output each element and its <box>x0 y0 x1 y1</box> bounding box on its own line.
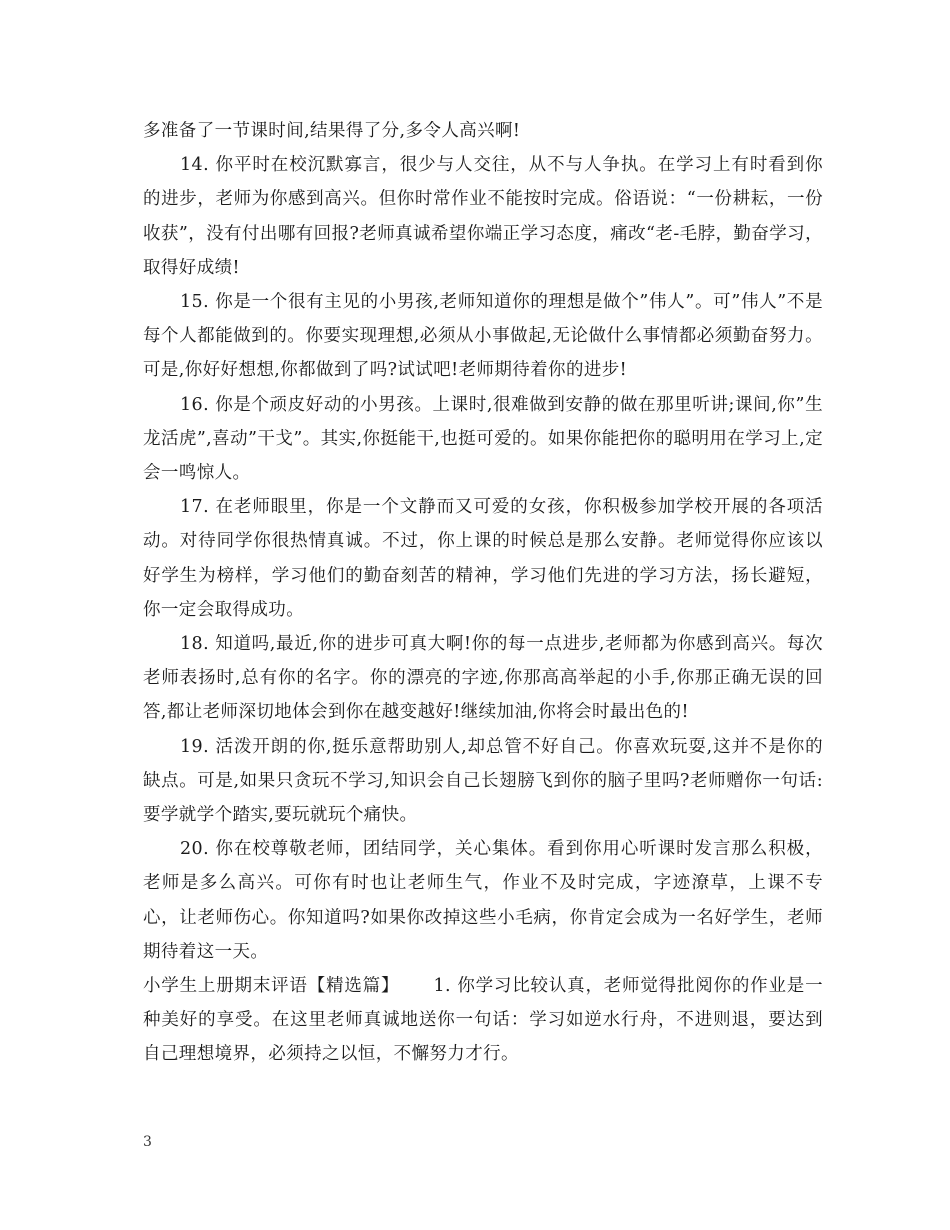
paragraph-comment-18: 18. 知道吗,最近,你的进步可真大啊!你的每一点进步,老师都为你感到高兴。每次老师表扬时,总有你的名字。你的漂亮的字迹,你那高高举起的小手,你那正确无误的回答,都让老师深切地体会到你在越变越好!继续加油,你将会时最出色的! <box>143 634 823 723</box>
paragraph-comment-16: 16. 你是个顽皮好动的小男孩。上课时,很难做到安静的做在那里听讲;课间,你”生龙活虎”,喜动”干戈”。其实,你挺能干,也挺可爱的。如果你能把你的聪明用在学习上,定会一鸣惊人。 <box>143 394 823 484</box>
paragraph-comment-17: 17. 在老师眼里，你是一个文静而又可爱的女孩，你积极参加学校开展的各项活动。对待同学你很热情真诚。不过，你上课的时候总是那么安静。老师觉得你应该以好学生为榜样，学习他们的勤奋刻苦的精神，学习他们先进的学习方法，扬长避短，你一定会取得成功。 <box>143 497 823 620</box>
paragraph-section-selected: 小学生上册期末评语【精选篇】 1. 你学习比较认真，老师觉得批阅你的作业是一种美好的享受。在这里老师真诚地送你一句话：学习如逆水行舟，不进则退，要达到自己理想境界，必须持之以恒，不懈努力才行。 <box>143 976 823 1065</box>
page-number: 3 <box>143 1134 152 1150</box>
document-body <box>143 114 823 1072</box>
paragraph-comment-20: 20. 你在校尊敬老师，团结同学，关心集体。看到你用心听课时发言那么积极，老师是多么高兴。可你有时也让老师生气，作业不及时完成，字迹潦草，上课不专心，让老师伤心。你知道吗?如果你改掉这些小毛病，你肯定会成为一名好学生，老师期待着这一天。 <box>143 839 823 962</box>
paragraph-continuation: 多准备了一节课时间,结果得了分,多令人高兴啊! <box>143 121 521 141</box>
paragraph-comment-14: 14. 你平时在校沉默寡言，很少与人交往，从不与人争执。在学习上有时看到你的进步，老师为你感到高兴。但你时常作业不能按时完成。俗语说：“一份耕耘，一份收获”，没有付出哪有回报?老师真诚希望你端正学习态度，痛改“老-毛脖，勤奋学习，取得好成绩! <box>143 155 823 278</box>
paragraph-comment-15: 15. 你是一个很有主见的小男孩,老师知道你的理想是做个”伟人”。可”伟人”不是每个人都能做到的。你要实现理想,必须从小事做起,无论做什么事情都必须勤奋努力。可是,你好好想想,你都做到了吗?试试吧!老师期待着你的进步! <box>143 292 823 381</box>
paragraph-comment-19: 19. 活泼开朗的你,挺乐意帮助别人,却总管不好自己。你喜欢玩耍,这并不是你的缺点。可是,如果只贪玩不学习,知识会自己长翅膀飞到你的脑子里吗?老师赠你一句话:要学就学个踏实,要玩就玩个痛快。 <box>143 736 823 826</box>
